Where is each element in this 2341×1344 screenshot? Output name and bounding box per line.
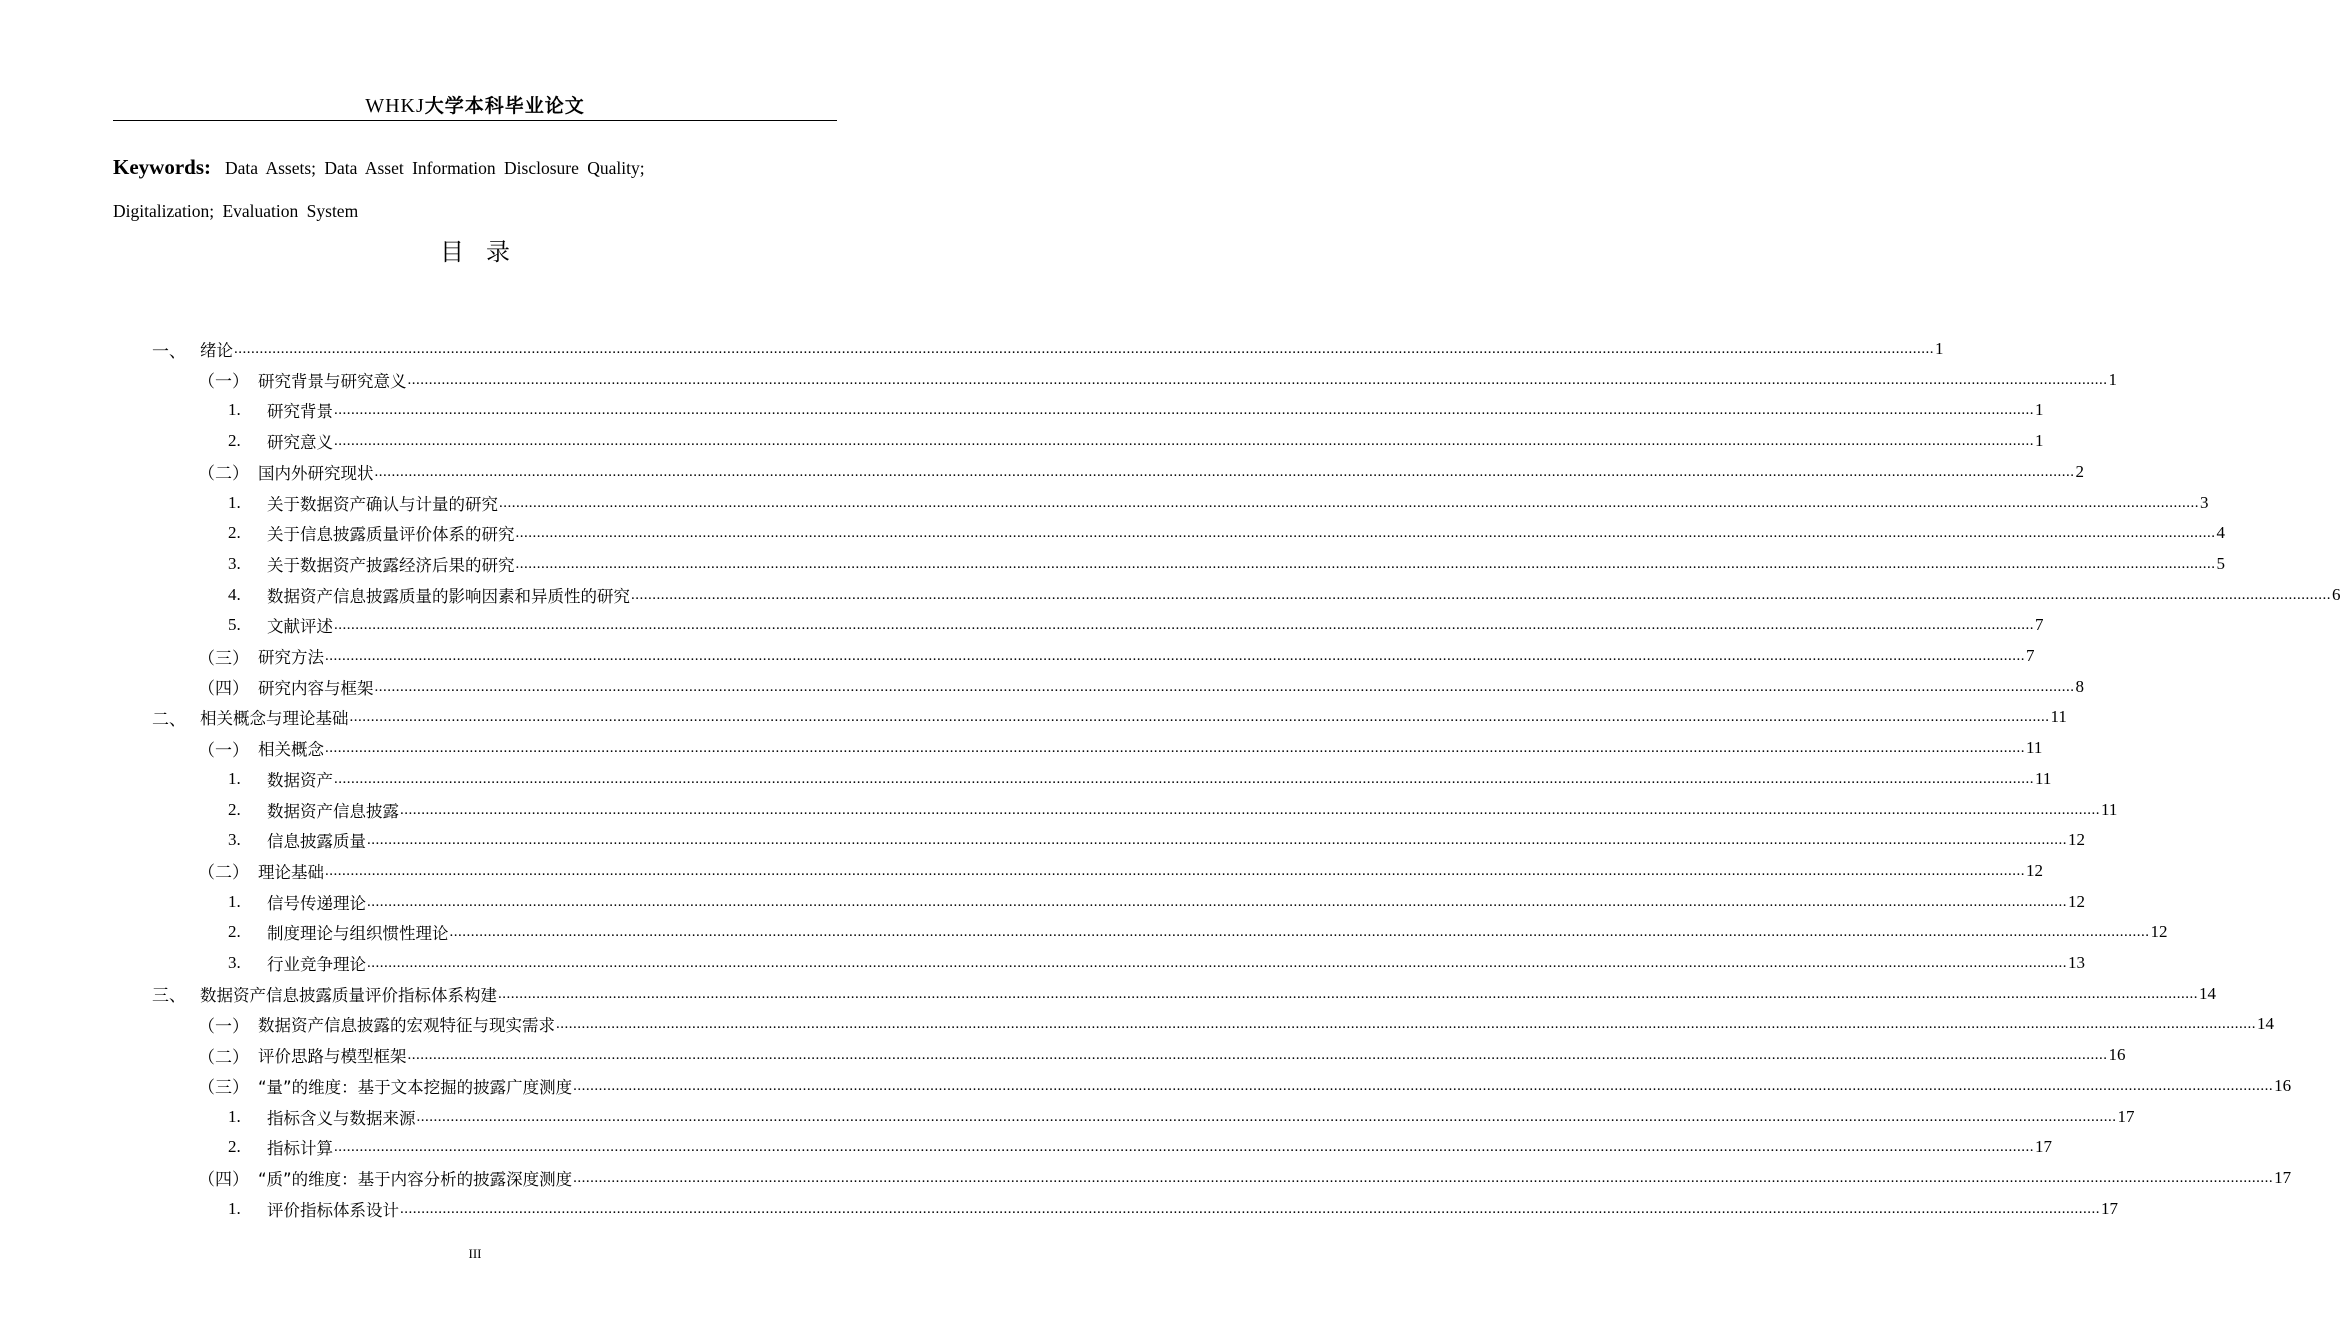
toc-dot-leader: ................................................................................................................................................................................................................................................................................................................................................................................................................ [416,1108,2117,1125]
toc-entry-page: 14 [2199,983,2216,1003]
toc-dot-leader: ................................................................................................................................................................................................................................................................................................................................................................................................................ [400,801,2100,818]
toc-entry[interactable] [198,733,2043,763]
toc-entry-number: 二、 [152,709,186,729]
toc-entry[interactable] [198,641,2035,671]
toc-entry-page: 12 [2026,860,2043,880]
toc-entry[interactable] [228,917,2168,947]
toc-entry-title: 评价思路与模型框架 [258,1047,407,1067]
toc-entry-number: 3. [228,953,241,972]
header-cjk: 大学本科毕业论文 [424,95,585,117]
toc-entry-title: 绪论 [200,341,233,360]
toc-entry-number: 3. [228,830,241,850]
toc-entry-number: 2. [228,922,241,942]
toc-dot-leader: ................................................................................................................................................................................................................................................................................................................................................................................................................ [449,924,2150,941]
toc-entry-title: 信号传递理论 [267,893,366,913]
toc-entry-page: 11 [2026,738,2043,758]
toc-entry-title: 数据资产信息披露质量评价指标体系构建 [200,985,497,1005]
toc-dot-leader: ................................................................................................................................................................................................................................................................................................................................................................................................................ [515,555,2216,572]
keywords-line-2 [113,190,837,233]
toc-entry[interactable] [228,1132,2052,1162]
toc-entry-title: 数据资产信息披露 [267,801,399,821]
keywords-text-1: Data Assets; Data Asset Information Disclosure Quality; [225,158,645,178]
toc-entry-title: 指标含义与数据来源 [267,1108,416,1128]
toc-entry-title: 理论基础 [258,862,324,882]
toc-dot-leader: ................................................................................................................................................................................................................................................................................................................................................................................................................ [367,893,2067,910]
toc-dot-leader: ................................................................................................................................................................................................................................................................................................................................................................................................................ [498,985,2198,1002]
toc-entry[interactable] [228,549,2225,579]
toc-entry[interactable] [198,1009,2274,1039]
toc-dot-leader: ................................................................................................................................................................................................................................................................................................................................................................................................................ [556,1016,2256,1033]
toc-entry-number: 1. [228,891,241,911]
toc-entry-page: 13 [2068,953,2085,972]
toc-dot-leader: ................................................................................................................................................................................................................................................................................................................................................................................................................ [334,617,2034,634]
toc-entry-number: 1. [228,400,241,420]
toc-entry[interactable] [228,764,2052,794]
toc-dot-leader: ................................................................................................................................................................................................................................................................................................................................................................................................................ [325,862,2025,879]
toc-dot-leader: ................................................................................................................................................................................................................................................................................................................................................................................................................ [631,586,2331,603]
toc-entry[interactable] [228,488,2209,518]
toc-entry-number: （二） [198,863,249,883]
toc-entry-title: 研究背景 [267,402,333,422]
page-header [113,92,837,121]
toc-entry-page: 11 [2035,768,2052,788]
toc-entry-number: 2. [228,523,241,543]
toc-entry-number: 2. [228,1137,241,1157]
toc-dot-leader: ................................................................................................................................................................................................................................................................................................................................................................................................................ [374,463,2075,480]
toc-dot-leader: ................................................................................................................................................................................................................................................................................................................................................................................................................ [374,678,2075,695]
toc-dot-leader: ................................................................................................................................................................................................................................................................................................................................................................................................................ [334,433,2034,450]
toc-dot-leader: ................................................................................................................................................................................................................................................................................................................................................................................................................ [573,1077,2274,1094]
header-latin: WHKJ [365,95,425,117]
toc-entry-page: 3 [2200,492,2209,512]
toc-entry-page: 7 [2035,615,2044,635]
toc-entry[interactable] [198,1040,2126,1070]
toc-dot-leader: ................................................................................................................................................................................................................................................................................................................................................................................................................ [499,494,2199,511]
toc-entry[interactable] [228,1102,2135,1132]
toc-entry-number: （一） [198,740,249,760]
toc-entry-number: （四） [198,1170,249,1190]
toc-entry[interactable] [198,1071,2292,1101]
toc-entry-page: 1 [1935,339,1944,358]
toc-entry-number: 5. [228,615,241,635]
toc-entry-title: 文献评述 [267,617,333,637]
header-title [365,95,585,117]
toc-entry-number: 1. [228,1106,241,1126]
toc-entry-title: 数据资产 [267,770,333,790]
toc-entry-page: 12 [2150,922,2168,942]
toc-dot-leader: ................................................................................................................................................................................................................................................................................................................................................................................................................ [349,709,2050,726]
toc-entry[interactable] [198,856,2043,886]
toc-entry-title: 研究内容与框架 [258,678,374,698]
toc-entry[interactable] [228,948,2085,978]
toc-entry-title: 关于信息披露质量评价体系的研究 [267,525,515,545]
toc-entry[interactable] [228,395,2044,425]
toc-entry-title: 研究背景与研究意义 [258,371,407,391]
toc-dot-leader: ................................................................................................................................................................................................................................................................................................................................................................................................................ [367,832,2067,849]
toc-entry-page: 12 [2068,830,2085,850]
toc-entry[interactable] [198,457,2084,487]
toc-entry[interactable] [152,702,2067,732]
toc-entry-page: 8 [2075,676,2084,696]
toc-entry-title: 评价指标体系设计 [267,1200,399,1220]
toc-entry-title: 相关概念与理论基础 [200,709,349,729]
toc-entry-title: 国内外研究现状 [258,463,374,483]
toc-entry[interactable] [198,672,2084,702]
toc-entry-title: 关于数据资产确认与计量的研究 [267,494,498,514]
toc-entry-title: 数据资产信息披露质量的影响因素和异质性的研究 [267,586,630,606]
keywords-text-2: Digitalization; Evaluation System [113,201,359,221]
keywords-line-1 [113,146,837,190]
toc-entry-page: 5 [2216,553,2225,573]
toc-entry[interactable] [228,580,2341,610]
toc-entry-number: （四） [198,679,249,699]
toc-entry-title: 信息披露质量 [267,832,366,852]
keywords-label: Keywords: [113,155,211,179]
toc-entry-page: 11 [2050,707,2067,727]
toc-entry[interactable] [228,1194,2118,1224]
toc-entry-title: 制度理论与组织惯性理论 [267,924,449,944]
toc-dot-leader: ................................................................................................................................................................................................................................................................................................................................................................................................................ [334,1139,2034,1156]
toc-entry-page: 17 [2101,1198,2118,1218]
toc-dot-leader: ................................................................................................................................................................................................................................................................................................................................................................................................................ [325,648,2025,664]
toc-entry-number: （三） [198,1078,249,1098]
toc-entry-number: 4. [228,584,241,604]
toc-entry-title: 相关概念 [258,740,324,760]
toc-entry[interactable] [152,334,1944,364]
toc-entry-page: 11 [2101,799,2118,819]
toc-entry-page: 4 [2216,523,2225,543]
toc-entry-page: 17 [2274,1167,2292,1187]
toc-entry-number: （一） [198,372,249,392]
toc-dot-leader: ................................................................................................................................................................................................................................................................................................................................................................................................................ [407,371,2108,388]
toc-entry-page: 7 [2026,646,2035,665]
toc-entry[interactable] [198,1163,2292,1193]
toc-dot-leader: ................................................................................................................................................................................................................................................................................................................................................................................................................ [407,1047,2108,1064]
toc-entry-title: 关于数据资产披露经济后果的研究 [267,555,515,575]
toc-dot-leader: ................................................................................................................................................................................................................................................................................................................................................................................................................ [334,402,2034,419]
toc-entry-page: 17 [2117,1106,2135,1126]
toc-dot-leader: ................................................................................................................................................................................................................................................................................................................................................................................................................ [515,525,2216,542]
toc-entry-title: “质”的维度：基于内容分析的披露深度测度 [258,1169,573,1189]
toc-title: 目录 [440,238,532,266]
toc-dot-leader: ................................................................................................................................................................................................................................................................................................................................................................................................................ [234,341,1934,357]
toc-entry-number: 2. [228,431,241,451]
toc-entry-number: （二） [198,1047,249,1067]
toc-entry-title: 研究方法 [258,648,324,667]
toc-entry-page: 12 [2068,891,2085,911]
toc-entry-number: 1. [228,492,241,512]
toc-entry[interactable] [228,518,2225,548]
toc-entry-title: 指标计算 [267,1139,333,1159]
toc-entry-number: 1. [228,1198,241,1218]
toc-entry[interactable] [228,795,2118,825]
page-number: III [468,1246,482,1261]
toc-entry-page: 6 [2332,584,2341,604]
toc-entry-page: 17 [2035,1137,2052,1157]
toc-entry-page: 16 [2108,1045,2126,1065]
toc-entry-number: （二） [198,464,249,484]
toc-entry[interactable] [228,887,2085,917]
toc-entry-title: 数据资产信息披露的宏观特征与现实需求 [258,1016,555,1036]
toc-entry-title: 行业竞争理论 [267,955,366,974]
keywords-block [113,146,837,233]
toc-entry-page: 1 [2035,431,2044,451]
toc-dot-leader: ................................................................................................................................................................................................................................................................................................................................................................................................................ [400,1200,2100,1217]
toc-entry-page: 1 [2035,400,2044,420]
toc-entry[interactable] [228,610,2044,640]
toc-entry-page: 14 [2257,1014,2274,1034]
toc-entry[interactable] [198,365,2117,395]
toc-entry-number: 一、 [152,341,186,361]
toc-entry-page: 1 [2108,369,2117,389]
toc-entry[interactable] [228,825,2085,855]
toc-entry-title: “量”的维度：基于文本挖掘的披露广度测度 [258,1077,573,1097]
toc-entry-number: 3. [228,553,241,573]
toc-entry-number: 1. [228,768,241,788]
toc-dot-leader: ................................................................................................................................................................................................................................................................................................................................................................................................................ [573,1169,2274,1186]
toc-entry[interactable] [152,979,2216,1009]
toc-entry-number: （三） [198,648,249,668]
toc-dot-leader: ................................................................................................................................................................................................................................................................................................................................................................................................................ [334,770,2034,787]
toc-entry-number: 2. [228,799,241,819]
toc-entry-title: 研究意义 [267,433,333,453]
toc-entry[interactable] [228,426,2044,456]
toc-dot-leader: ................................................................................................................................................................................................................................................................................................................................................................................................................ [325,740,2025,757]
toc-entry-page: 2 [2075,461,2084,481]
toc-dot-leader: ................................................................................................................................................................................................................................................................................................................................................................................................................ [367,955,2067,971]
toc-entry-number: 三、 [152,986,186,1006]
toc-entry-page: 16 [2274,1075,2292,1095]
toc-entry-number: （一） [198,1016,249,1036]
